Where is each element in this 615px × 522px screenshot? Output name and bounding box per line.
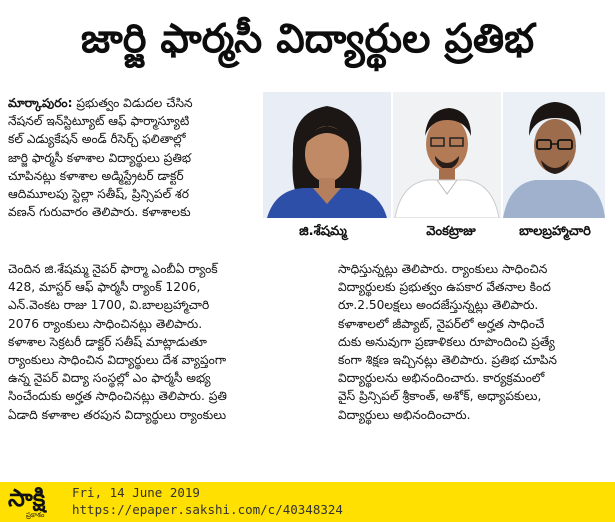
article-column-right: సాధిస్తున్నట్లు తెలిపారు. ర్యాంకులు సాధించిన విద్యార్థులకు ప్రభుత్వం ఉపకార వేతనాల కింద రూ.2.50లక్షలు అందజేస్తున్నట్లు తెలిపారు. కళాశాలలో జీప్యాట్, నైపర్‌లో అర్హత సాధించే దుకు అనువుగా ప్రణాళికలు రూపొందించి ప్రత్యే కంగా శిక్షణ ఇచ్చినట్లు తెలిపారు. ప్రతిభ చూపిన విద్యార్థులను అభినందించారు. కార్యక్రమంలో వైస్ ప్రిన్సిపల్ శ్రీకాంత్, అశోక్, అధ్యాపకులు, విద్యార్థులు అభినందించారు. (338, 262, 557, 422)
footer-bar (0, 482, 615, 522)
sakshi-logo (8, 485, 70, 519)
source-url-link[interactable]: https://epaper.sakshi.com/c/40348324 (72, 502, 343, 517)
photo-caption: బాలబ్రహ్మాచారి (519, 224, 591, 239)
article-column-left: చెందిన జి.శేషమ్మ నైపర్ ఫార్మా ఎంబీఏ ర్యాంక్ 428, మాస్టర్ ఆఫ్ ఫార్మసీ ర్యాంక్ 1206, ఎన్.వెంకట రాజు 1700, వి.బాలబ్రహ్మాచారి 2076 ర్యాంకులు సాధించినట్లు తెలిపారు. కళాశాల సెక్రటరీ డాక్టర్ సతీష్ మాట్లాడుతూ ర్యాంకులు సాధించిన విద్యార్థులు దేశ వ్యాప్తంగా ఉన్న నైపర్ విద్యా సంస్థల్లో ఎం ఫార్మసీ అభ్య సించేందుకు అర్హత సాధించినట్లు తెలిపారు. ప్రతి ఏడాది కళాశాల తరపున విద్యార్థులు ర్యాంకులు (8, 262, 227, 422)
student-photo-seshamma (263, 92, 391, 218)
logo-edition: ప్రకాశం (26, 511, 45, 519)
student-photo-balabrahmachari (503, 92, 605, 218)
article-column-intro (8, 94, 270, 221)
student-photo-venkatraju (393, 92, 501, 218)
headline: జార్జి ఫార్మసీ విద్యార్థుల ప్రతిభ (80, 16, 535, 62)
logo-text: సాక్షి (8, 484, 46, 512)
article-text-intro: ప్రభుత్వం విడుదల చేసిన నేషనల్ ఇన్‌స్టిట్యూట్ ఆఫ్ ఫార్మాస్యూటి కల్ ఎడ్యుకేషన్ అండ్ రీసెర్చ్ ఫలితాల్లో జార్జి ఫార్మసీ కళాశాల విద్యార్థులు ప్రతిభ చూపినట్లు కళాశాల అడ్మిస్ట్రేటర్ డాక్టర్ ఆదిమూలపు స్టెల్లా సతీష్, ప్రిన్సిపల్ శర వణన్ గురువారం తెలిపారు. కళాశాలకు (8, 96, 193, 220)
publication-date: Fri, 14 June 2019 (72, 485, 200, 500)
dateline: మార్కాపురం: (8, 96, 73, 110)
photo-caption: జి.శేషమ్మ (299, 224, 347, 239)
photo-caption: వెంకట్రాజు (426, 224, 476, 239)
